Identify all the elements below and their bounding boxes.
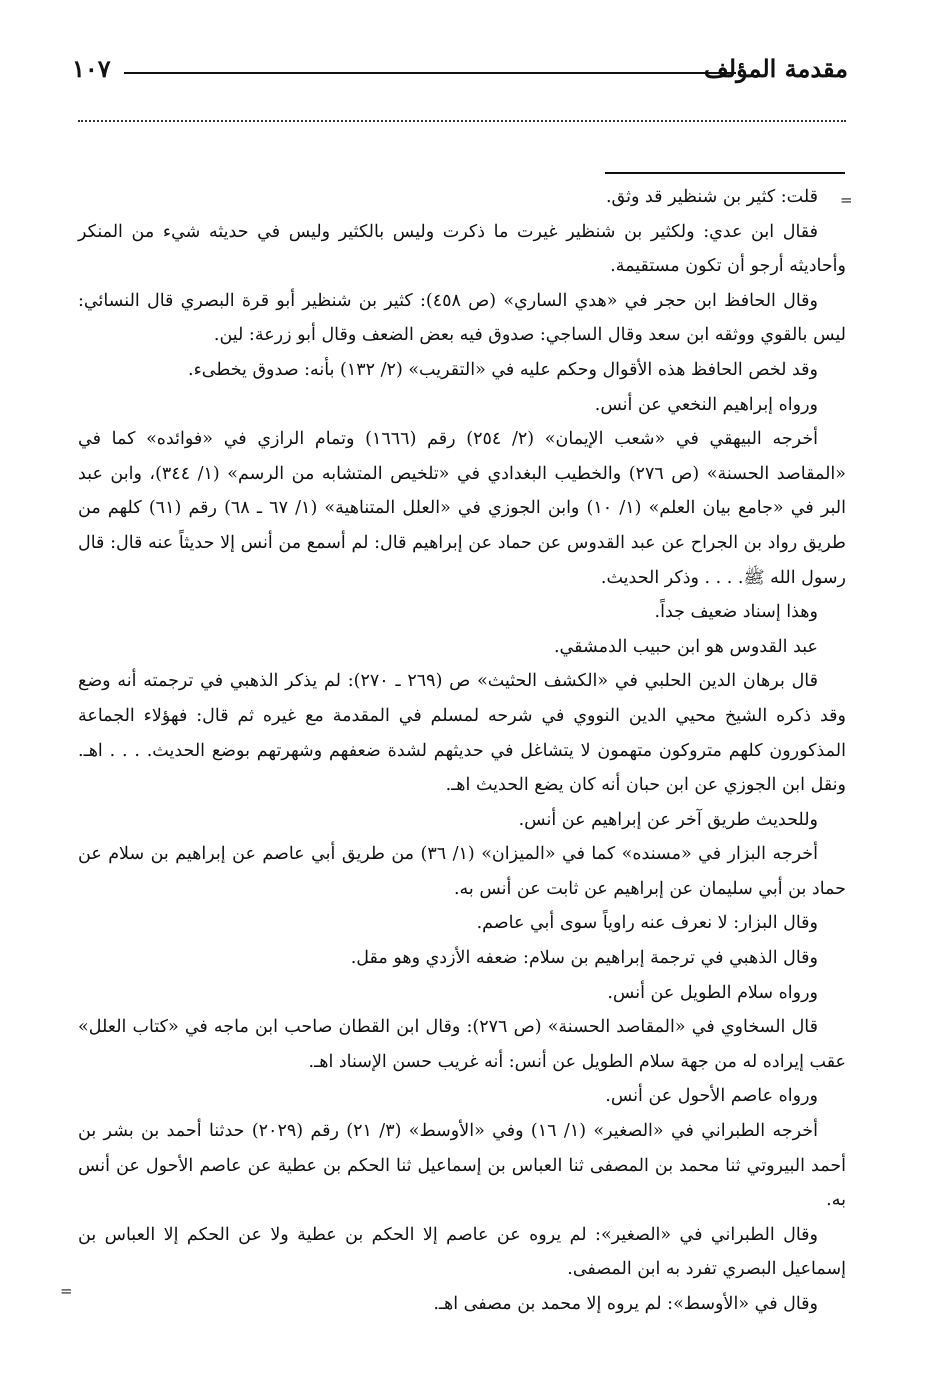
- paragraph: وقال البزار: لا نعرف عنه راوياً سوى أبي عاصم.: [476, 913, 818, 934]
- continuation-mark-top: =: [840, 191, 853, 209]
- chapter-title: مقدمة المؤلف: [703, 54, 848, 83]
- paragraph: وقد لخص الحافظ هذه الأقوال وحكم عليه في «التقريب» (٢/ ١٣٢) بأنه: صدوق يخطىء.: [188, 359, 818, 380]
- paragraph: أخرجه البزار في «مسنده» كما في «الميزان» (١/ ٣٦) من طريق أبي عاصم عن إبراهيم بن سلام عن حماد بن أبي سليمان عن إبراهيم عن ثابت عن أنس به.: [78, 844, 846, 899]
- paragraph: عبد القدوس هو ابن حبيب الدمشقي.: [553, 636, 818, 657]
- dotted-separator: [78, 120, 846, 122]
- paragraph: ورواه عاصم الأحول عن أنس.: [605, 1086, 818, 1107]
- page-number: ١٠٧: [72, 54, 111, 83]
- paragraph: أخرجه البيهقي في «شعب الإيمان» (٢/ ٢٥٤) رقم (١٦٦٦) وتمام الرازي في «فوائده» كما في «المقاصد الحسنة» (ص ٢٧٦) والخطيب البغدادي في «تلخيص المتشابه من الرسم» (١/ ٣٤٤)، وابن عبد البر في «جامع بيان العلم» (١/ ١٠) وابن الجوزي في «العلل المتناهية» (١/ ٦٧ ـ ٦٨) رقم (٦١) كلهم من طريق رواد بن الجراح عن عبد القدوس عن حماد عن إبراهيم قال: لم أسمع من أنس إلا حديثاً عنه قال: قال رسول الله ﷺ. . . . وذكر الحديث.: [78, 429, 846, 588]
- paragraph: وقال الطبراني في «الصغير»: لم يروه عن عاصم إلا الحكم بن عطية ولا عن الحكم إلا العباس بن إسماعيل البصري تفرد به ابن المصفى.: [78, 1224, 846, 1280]
- footnote-rule: [605, 172, 845, 174]
- paragraph: ورواه سلام الطويل عن أنس.: [607, 982, 818, 1003]
- paragraph: فقال ابن عدي: ولكثير بن شنظير غيرت ما ذكرت وليس بالكثير وليس في حديثه شيء من المنكر وأحاديثه أرجو أن تكون مستقيمة.: [78, 221, 846, 277]
- paragraph: قال برهان الدين الحلبي في «الكشف الحثيث» ص (٢٦٩ ـ ٢٧٠): لم يذكر الذهبي في ترجمته أنه وضع وقد ذكره الشيخ محيي الدين النووي في شرحه لمسلم في المقدمة مع غيره ثم قال: فهؤلاء الجماعة المذكورون كلهم متروكون متهمون لا يتشاغل في حديثهم لشدة ضعفهم وشهرتهم بوضع الحديث. . . . اهـ. ونقل ابن الجوزي عن ابن حبان أنه كان يضع الحديث اهـ.: [78, 671, 846, 796]
- paragraph: وقال في «الأوسط»: لم يروه إلا محمد بن مصفى اهـ.: [433, 1294, 818, 1314]
- running-header: [72, 50, 848, 90]
- paragraph: قلت: كثير بن شنظير قد وثق.: [605, 187, 818, 207]
- paragraph: أخرجه الطبراني في «الصغير» (١/ ١٦) وفي «الأوسط» (٣/ ٢١) رقم (٢٠٢٩) حدثنا أحمد بن بشر بن أحمد البيروتي ثنا محمد بن المصفى ثنا العباس بن إسماعيل ثنا الحكم بن عطية عن عاصم الأحول عن أنس به.: [78, 1121, 846, 1211]
- paragraph: وهذا إسناد ضعيف جداً.: [654, 602, 818, 623]
- continuation-mark-bottom: =: [60, 1282, 73, 1300]
- header-rule: [124, 72, 736, 74]
- paragraph: وقال الحافظ ابن حجر في «هدي الساري» (ص ٤٥٨): كثير بن شنظير أبو قرة البصري قال النسائي: ليس بالقوي ووثقه ابن سعد وقال الساجي: صدوق فيه بعض الضعف وقال أبو زرعة: لين.: [78, 290, 846, 346]
- paragraph: ورواه إبراهيم النخعي عن أنس.: [594, 394, 818, 415]
- paragraph: وللحديث طريق آخر عن إبراهيم عن أنس.: [518, 809, 818, 830]
- paragraph: قال السخاوي في «المقاصد الحسنة» (ص ٢٧٦): وقال ابن القطان صاحب ابن ماجه في «كتاب العلل» عقب إيراده له من جهة سلام الطويل عن أنس: أنه غريب حسن الإسناد اهـ.: [78, 1017, 846, 1072]
- footnote-body: [78, 180, 846, 1322]
- paragraph: وقال الذهبي في ترجمة إبراهيم بن سلام: ضعفه الأزدي وهو مقل.: [350, 948, 818, 969]
